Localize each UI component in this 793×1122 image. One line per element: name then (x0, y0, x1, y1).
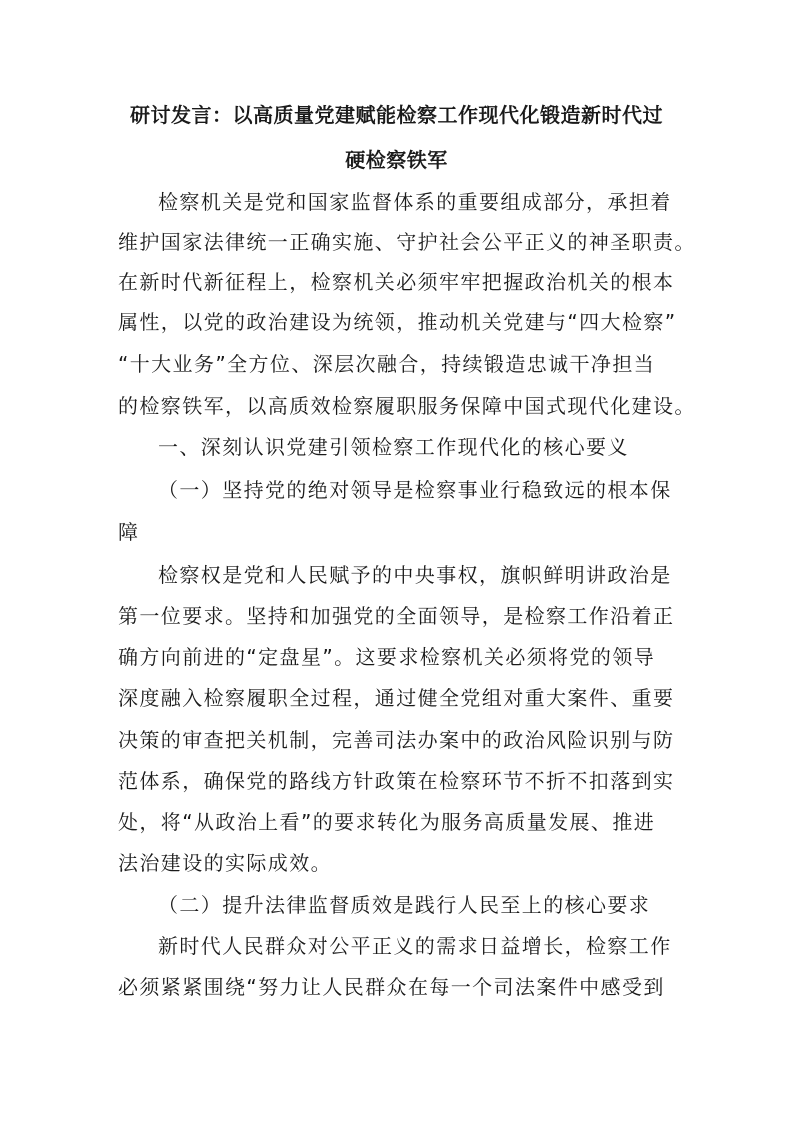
paragraph-line: 处，将“从政治上看”的要求转化为服务高质量发展、推进 (118, 810, 656, 834)
paragraph-line: 维护国家法律统一正确实施、守护社会公平正义的神圣职责。 (118, 230, 696, 254)
subsection-heading-continuation: 障 (118, 520, 140, 544)
subsection-heading: （一）坚持党的绝对领导是检察事业行稳致远的根本保 (158, 478, 672, 502)
document-title-line-2: 硬检察铁军 (345, 148, 448, 172)
document-title-line-1: 研讨发言：以高质量党建赋能检察工作现代化锻造新时代过 (130, 103, 663, 127)
paragraph-line: 第一位要求。坚持和加强党的全面领导，是检察工作沿着正 (118, 604, 675, 628)
paragraph-line: 范体系，确保党的路线方针政策在检察环节不折不扣落到实 (118, 769, 675, 793)
paragraph-line: 在新时代新征程上，检察机关必须牢牢把握政治机关的根本 (118, 270, 675, 294)
paragraph-line: 决策的审查把关机制，完善司法办案中的政治风险识别与防 (118, 728, 675, 752)
subsection-heading: （二）提升法律监督质效是践行人民至上的核心要求 (158, 893, 651, 917)
paragraph-line: 法治建设的实际成效。 (118, 851, 332, 875)
paragraph-line: 的检察铁军，以高质效检察履职服务保障中国式现代化建设。 (118, 394, 696, 418)
paragraph-line: 属性，以党的政治建设为统领，推动机关党建与“四大检察” (118, 310, 677, 334)
paragraph-line: 深度融入检察履职全过程，通过健全党组对重大案件、重要 (118, 686, 675, 710)
paragraph-line: 确方向前进的“定盘星”。这要求检察机关必须将党的领导 (118, 645, 656, 669)
paragraph-line: “十大业务”全方位、深层次融合，持续锻造忠诚干净担当 (118, 352, 656, 376)
paragraph-line: 检察权是党和人民赋予的中央事权，旗帜鲜明讲政治是 (158, 563, 672, 587)
paragraph-line: 检察机关是党和国家监督体系的重要组成部分，承担着 (158, 190, 672, 214)
section-heading: 一、深刻认识党建引领检察工作现代化的核心要义 (158, 435, 629, 459)
paragraph-line: 新时代人民群众对公平正义的需求日益增长，检察工作 (158, 934, 672, 958)
paragraph-line: 必须紧紧围绕“努力让人民群众在每一个司法案件中感受到 (118, 975, 665, 999)
